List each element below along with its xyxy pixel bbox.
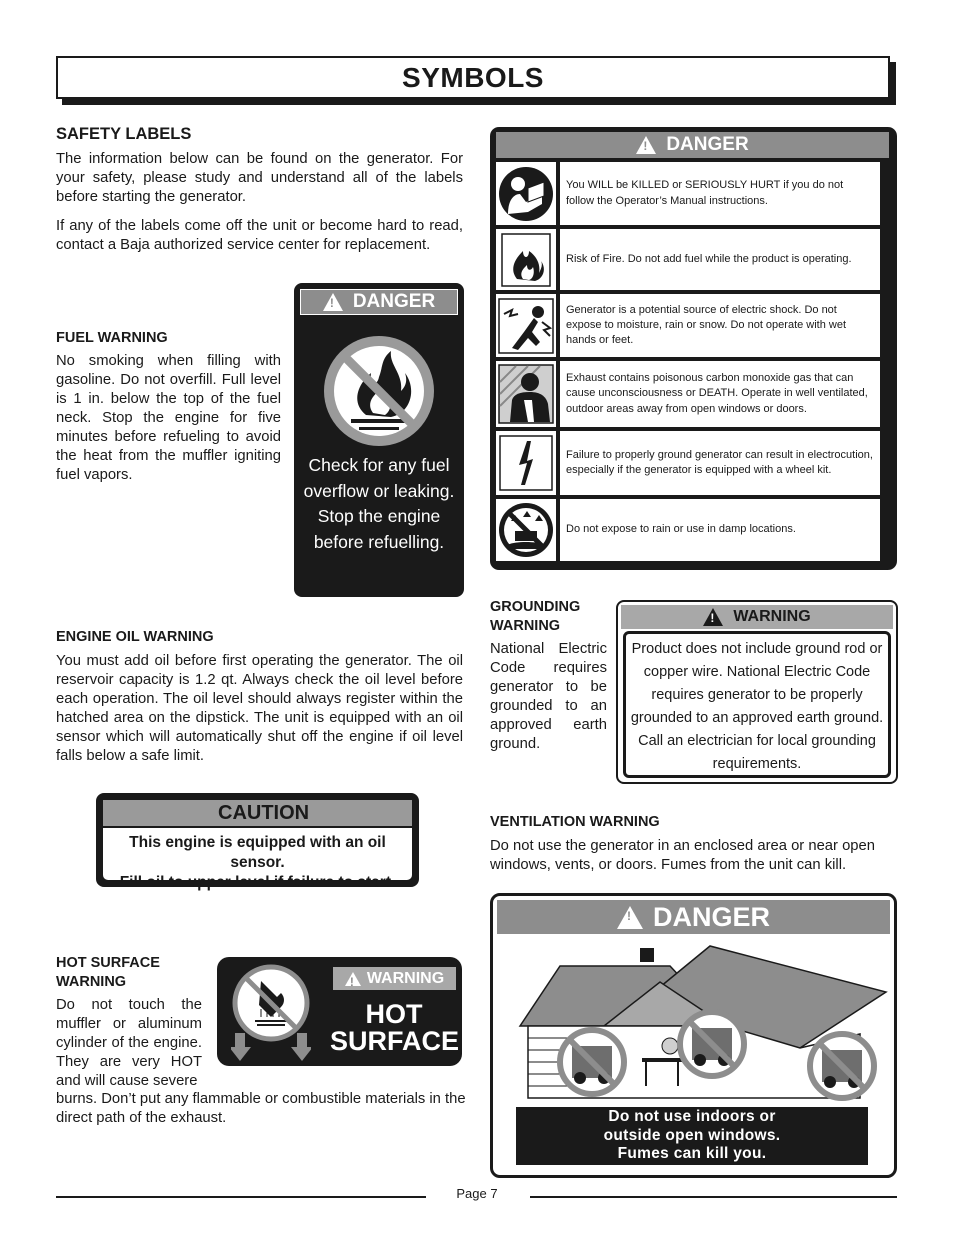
hot-surface-text: HOT SURFACE bbox=[330, 999, 460, 1056]
ventilation-heading: VENTILATION WARNING bbox=[490, 814, 660, 830]
ventilation-danger-header: ! DANGER bbox=[497, 900, 890, 934]
fuel-danger-text: Check for any fuel overflow or leaking. Stop the engine before refuelling. bbox=[303, 455, 455, 552]
fuel-danger-header: ! DANGER bbox=[300, 289, 458, 315]
safety-labels-replacement: If any of the labels come off the unit or become hard to read, contact a Baja authorized service center for replacement. bbox=[56, 218, 463, 253]
warning-triangle-icon bbox=[703, 608, 723, 626]
grounding-warning-heading: GROUNDING WARNING bbox=[490, 599, 581, 634]
danger-row bbox=[496, 431, 880, 495]
danger-row bbox=[496, 229, 880, 290]
warning-triangle-icon bbox=[345, 972, 361, 986]
toxic-fumes-icon bbox=[496, 361, 556, 427]
footer-rule-left bbox=[56, 1196, 426, 1198]
danger-table-label bbox=[490, 127, 897, 570]
hot-surface-label bbox=[217, 957, 462, 1066]
danger-row-text: Failure to properly ground generator can result in electrocution, especially if the generator is equipped with a wheel kit. bbox=[560, 431, 880, 495]
engine-oil-body: You must add oil before first operating the generator. The oil reservoir capacity is 1.2 qt. Always check the oil level before each operation. The oil level should always register within the hatched area on the dipstick. The unit is equipped with an oil sensor which will automatically shut off the engine if oil level falls below a safe limit. bbox=[56, 653, 463, 764]
no-fire-icon bbox=[321, 333, 437, 449]
fire-icon bbox=[496, 229, 556, 290]
grounding-warning-body: National Electric Code requires generator to be grounded to an approved earth ground. bbox=[490, 641, 607, 752]
engine-oil-heading: ENGINE OIL WARNING bbox=[56, 629, 214, 645]
read-manual-icon bbox=[496, 162, 556, 225]
hot-surface-heading: HOT SURFACE WARNING bbox=[56, 955, 160, 990]
page-title: SYMBOLS bbox=[56, 56, 890, 99]
danger-row-text: Generator is a potential source of electric shock. Do not expose to moisture, rain or snow. Do not operate with wet hands or feet. bbox=[560, 294, 880, 357]
danger-row-text: Do not expose to rain or use in damp locations. bbox=[560, 499, 880, 561]
danger-row bbox=[496, 361, 880, 427]
danger-row-text: Risk of Fire. Do not add fuel while the product is operating. bbox=[560, 229, 880, 290]
ventilation-body: Do not use the generator in an enclosed area or near open windows, vents, or doors. Fumes from the unit can kill. bbox=[490, 838, 875, 873]
warning-triangle-icon bbox=[617, 906, 643, 929]
grounding-warning-text: Product does not include ground rod or copper wire. National Electric Code requires generator to be properly grounded to an approved earth ground. Call an electrician for local grounding requirements. bbox=[623, 631, 891, 778]
house-scene-illustration bbox=[500, 938, 888, 1108]
electric-shock-icon bbox=[496, 294, 556, 357]
ventilation-danger-text: Do not use indoors or outside open windows. Fumes can kill you. bbox=[516, 1107, 868, 1165]
danger-row-text: You WILL be KILLED or SERIOUSLY HURT if you do not follow the Operator’s Manual instructions. bbox=[560, 162, 880, 225]
hot-surface-body: Do not touch the muffler or aluminum cylinder of the engine. They are very HOT and will cause severe bbox=[56, 997, 202, 1089]
caution-text: This engine is equipped with an oil sensor. Fill oil to upper level if failure to start. bbox=[103, 828, 412, 880]
danger-row bbox=[496, 499, 880, 561]
fuel-warning-heading: FUEL WARNING bbox=[56, 330, 168, 346]
safety-labels-intro: The information below can be found on the generator. For your safety, please study and understand all of the labels before starting the generator. bbox=[56, 151, 463, 205]
fuel-danger-label bbox=[294, 283, 464, 597]
ventilation-danger-label bbox=[490, 893, 897, 1178]
no-rain-icon bbox=[496, 499, 556, 561]
grounding-warning-header: ! WARNING bbox=[621, 605, 893, 629]
danger-row-text: Exhaust contains poisonous carbon monoxide gas that can cause unconsciousness or DEATH. Operate in well ventilated, outdoor areas away from open windows or doors. bbox=[560, 361, 880, 427]
fuel-warning-body: No smoking when filling with gasoline. Do not overfill. Full level is 1 in. below the top of the fuel neck. Stop the engine for five minutes before refueling to avoid the heat from the muffler igniting fuel vapors. bbox=[56, 353, 281, 483]
warning-triangle-icon bbox=[323, 293, 343, 311]
caution-label bbox=[96, 793, 419, 891]
safety-labels-heading: SAFETY LABELS bbox=[56, 125, 192, 143]
danger-row bbox=[496, 294, 880, 357]
hot-surface-warning-badge: ! WARNING bbox=[333, 967, 456, 990]
danger-row bbox=[496, 162, 880, 225]
lightning-bolt-icon bbox=[496, 431, 556, 495]
grounding-warning-label bbox=[616, 600, 898, 784]
warning-triangle-icon bbox=[636, 136, 656, 154]
hot-surface-body-tail: burns. Don’t put any flammable or combustible materials in the direct path of the exhaust. bbox=[56, 1091, 466, 1126]
caution-header: CAUTION bbox=[103, 800, 412, 826]
no-touch-hot-icon bbox=[231, 963, 311, 1061]
page-number: Page 7 bbox=[456, 1186, 498, 1201]
footer-rule-right bbox=[530, 1196, 897, 1198]
danger-table-header: ! DANGER bbox=[496, 132, 889, 158]
